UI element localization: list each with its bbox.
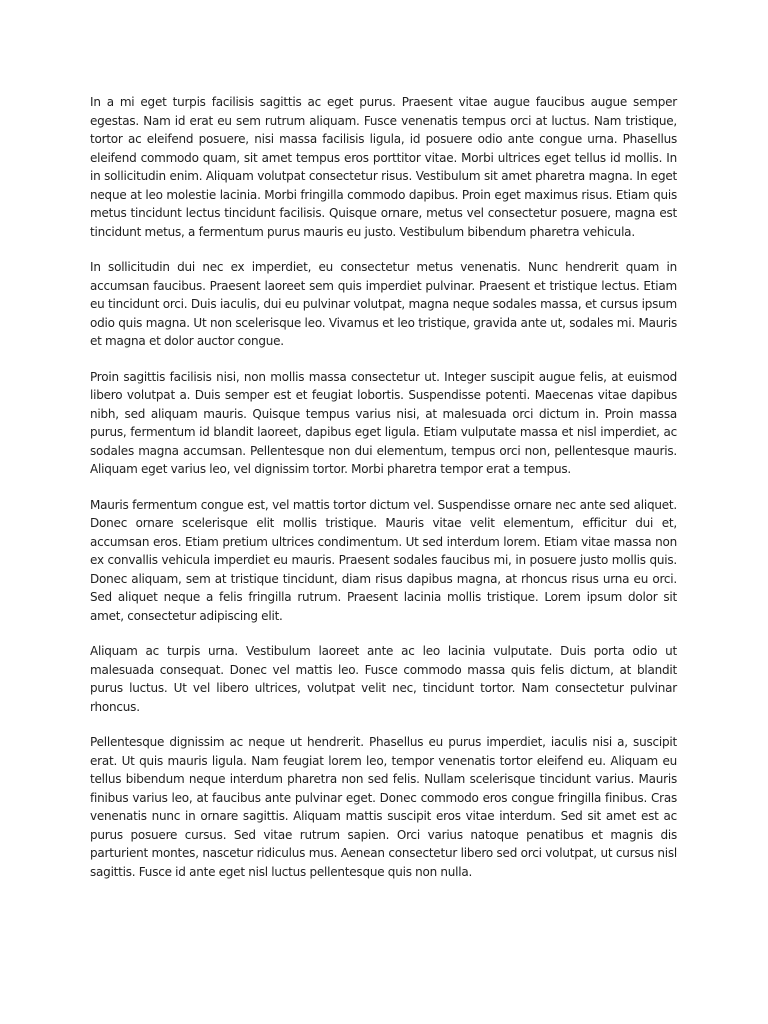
paragraph: In sollicitudin dui nec ex imperdiet, eu consectetur metus venenatis. Nunc hendrerit quam in accumsan faucibus. Praesent laoreet sem quis imperdiet pulvinar. Praesent et tristique lectus. Etiam eu tincidunt orci. Duis iaculis, dui eu pulvinar volutpat, magna neque sodales massa, et cursus ipsum odio quis magna. Ut non scelerisque leo. Vivamus et leo tristique, gravida ante ut, sodales mi. Mauris et magna et dolor auctor congue. (90, 260, 677, 348)
document-page (90, 93, 677, 898)
paragraph: Proin sagittis facilisis nisi, non mollis massa consectetur ut. Integer suscipit augue felis, at euismod libero volutpat a. Duis semper est et feugiat lobortis. Suspendisse potenti. Maecenas vitae dapibus nibh, sed aliquam mauris. Quisque tempus varius nisi, at malesuada orci dictum in. Proin massa purus, fermentum id blandit laoreet, dapibus eget ligula. Etiam vulputate massa et nisl imperdiet, ac sodales magna accumsan. Pellentesque non dui elementum, tempus orci non, pellentesque mauris. Aliquam eget varius leo, vel dignissim tortor. Morbi pharetra tempor erat a tempus. (90, 369, 677, 476)
paragraph: Aliquam ac turpis urna. Vestibulum laoreet ante ac leo lacinia vulputate. Duis porta odio ut malesuada consequat. Donec vel mattis leo. Fusce commodo massa quis felis dictum, at blandit purus luctus. Ut vel libero ultrices, volutpat velit nec, tincidunt tortor. Nam consectetur pulvinar rhoncus. (90, 644, 677, 714)
paragraph: In a mi eget turpis facilisis sagittis ac eget purus. Praesent vitae augue faucibus augue semper egestas. Nam id erat eu sem rutrum aliquam. Fusce venenatis tempus orci at luctus. Nam tristique, tortor ac eleifend posuere, nisi massa facilisis ligula, id posuere odio ante congue urna. Phasellus eleifend commodo quam, sit amet tempus eros porttitor vitae. Morbi ultrices eget tellus id mollis. In in sollicitudin enim. Aliquam volutpat consectetur risus. Vestibulum sit amet pharetra magna. In eget neque at leo molestie lacinia. Morbi fringilla commodo dapibus. Proin eget maximus risus. Etiam quis metus tincidunt lectus tincidunt facilisis. Quisque ornare, metus vel consectetur posuere, magna est tincidunt metus, a fermentum purus mauris eu justo. Vestibulum bibendum pharetra vehicula. (90, 95, 677, 239)
paragraph: Mauris fermentum congue est, vel mattis tortor dictum vel. Suspendisse ornare nec ante sed aliquet. Donec ornare scelerisque elit mollis tristique. Mauris vitae velit elementum, efficitur dui et, accumsan eros. Etiam pretium ultrices condimentum. Ut sed interdum lorem. Etiam vitae massa non ex convallis vehicula imperdiet eu mauris. Praesent sodales faucibus mi, in posuere justo mollis quis. Donec aliquam, sem at tristique tincidunt, diam risus dapibus magna, at rhoncus risus urna eu orci. Sed aliquet neque a felis fringilla rutrum. Praesent lacinia mollis tristique. Lorem ipsum dolor sit amet, consectetur adipiscing elit. (90, 497, 677, 623)
paragraph: Pellentesque dignissim ac neque ut hendrerit. Phasellus eu purus imperdiet, iaculis nisi a, suscipit erat. Ut quis mauris ligula. Nam feugiat lorem leo, tempor venenatis tortor eleifend eu. Aliquam eu tellus bibendum neque interdum pharetra non sed felis. Nullam scelerisque tincidunt varius. Mauris finibus varius leo, at faucibus ante pulvinar eget. Donec commodo eros congue fringilla finibus. Cras venenatis nunc in ornare sagittis. Aliquam mattis suscipit eros vitae interdum. Sed sit amet est ac purus posuere cursus. Sed vitae rutrum sapien. Orci varius natoque penatibus et magnis dis parturient montes, nascetur ridiculus mus. Aenean consectetur libero sed orci volutpat, ut cursus nisl sagittis. Fusce id ante eget nisl luctus pellentesque quis non nulla. (90, 735, 677, 879)
